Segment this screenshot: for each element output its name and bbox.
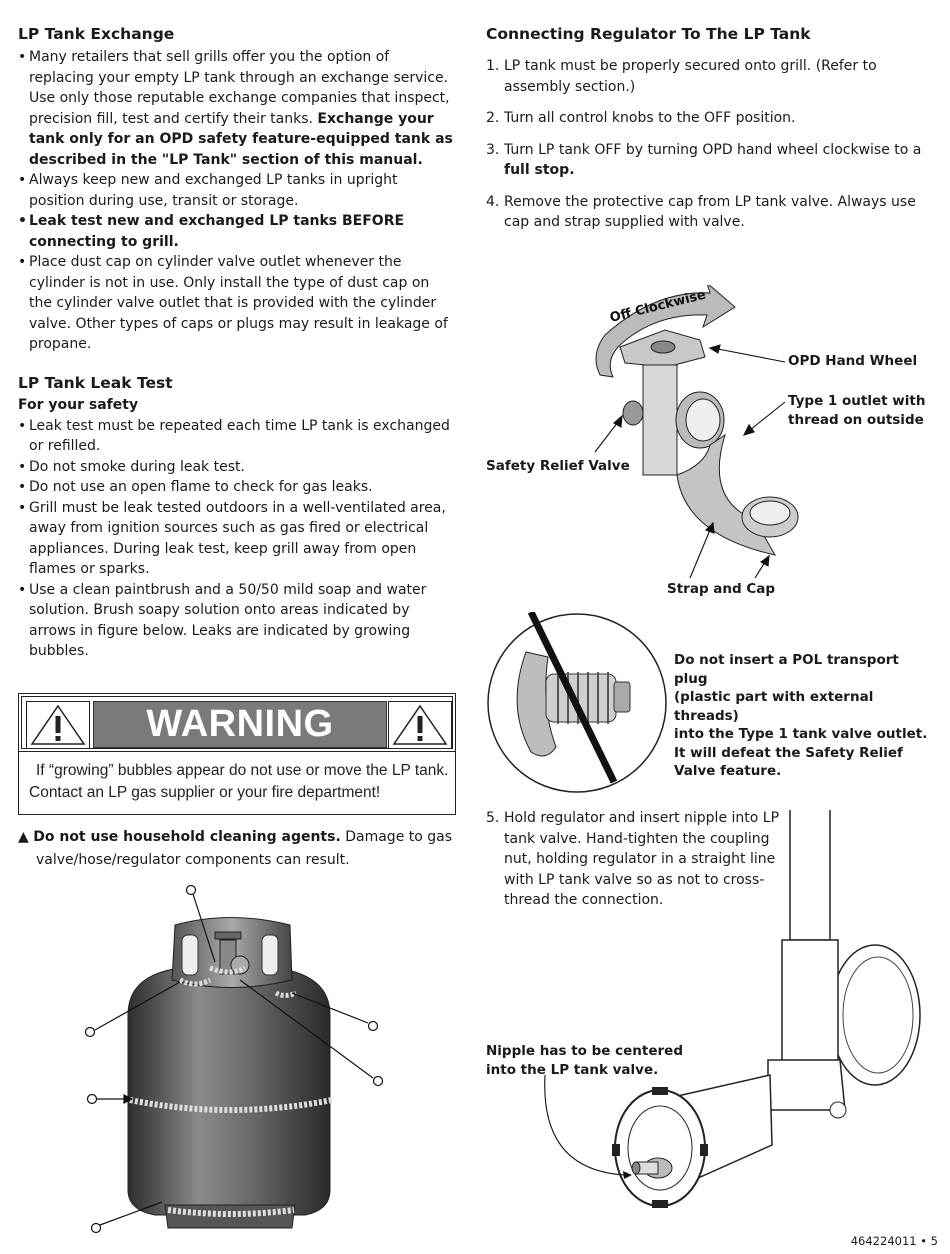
leak-test-bullets xyxy=(18,416,456,662)
leak-test-subtitle: For your safety xyxy=(18,396,139,413)
warning-triangle-icon xyxy=(26,701,90,749)
regulator-steps xyxy=(486,56,938,233)
caution-note: ▲ Do not use household cleaning agents. Damage to gas valve/hose/regulator components can result. xyxy=(18,829,453,868)
exchange-bullets xyxy=(18,47,456,355)
strap-and-cap-label: Strap and Cap xyxy=(667,581,776,597)
lp-tank-exchange-heading: LP Tank Exchange xyxy=(18,25,175,43)
list-item: • Many retailers that sell grills offer you the option of replacing your empty LP tank through an exchange service. Use only those reputable exchange companies that inspect, precision fill, test and certify their tanks. Exchange your tank only for an OPD safety feature-equipped tank as described in the "LP Tank" section of this manual. xyxy=(18,47,456,170)
warning-header xyxy=(18,693,456,752)
list-item: • Always keep new and exchanged LP tanks in upright position during use, transit or storage. xyxy=(18,170,456,211)
nipple-centered-note: Nipple has to be centered into the LP tank valve. xyxy=(486,1043,683,1078)
regulator-coupling-illustration xyxy=(540,800,940,1240)
warning-title: WARNING xyxy=(93,701,387,748)
type1-outlet-label: Type 1 outlet with thread on outside xyxy=(788,393,926,428)
list-item: 3. Turn LP tank OFF by turning OPD hand wheel clockwise to a full stop. xyxy=(486,141,922,178)
right-column xyxy=(486,24,938,244)
page-number: 464224011 • 5 xyxy=(850,1234,938,1248)
warning-triangle-icon xyxy=(388,701,452,749)
safety-relief-valve-label: Safety Relief Valve xyxy=(486,458,630,474)
list-item: • Grill must be leak tested outdoors in a well-ventilated area, away from ignition sources such as gas fired or electrical appliances. During leak test, keep grill away from open flames or sparks. xyxy=(18,498,456,580)
warning-box xyxy=(18,693,456,817)
list-item: • Place dust cap on cylinder valve outlet whenever the cylinder is not in use. Only install the type of dust cap on the cylinder valve outlet that is provided with the cylinder valve. Other types of caps or plugs may result in leakage of propane. xyxy=(18,252,456,355)
opd-hand-wheel-label: OPD Hand Wheel xyxy=(788,353,918,369)
pol-plug-prohibited-diagram xyxy=(486,612,668,794)
list-item: • Use a clean paintbrush and a 50/50 mild soap and water solution. Brush soapy solution onto areas indicated by arrows in figure below. Leaks are indicated by growing bubbles. xyxy=(18,580,456,662)
connecting-regulator-heading: Connecting Regulator To The LP Tank xyxy=(486,25,811,43)
list-item: 2. Turn all control knobs to the OFF position. xyxy=(486,110,796,126)
list-item: • Do not use an open flame to check for gas leaks. xyxy=(18,477,456,498)
step-5: 5. Hold regulator and insert nipple into LP tank valve. Hand-tighten the coupling nut, holding regulator in a straight line with LP tank valve so as not to cross- thread the connection. xyxy=(486,810,780,908)
left-column xyxy=(18,24,456,662)
caution-triangle-icon: ▲ xyxy=(18,829,29,845)
lp-tank-leak-test-illustration xyxy=(80,880,400,1240)
list-item: • Leak test new and exchanged LP tanks BEFORE connecting to grill. xyxy=(18,211,456,252)
leak-test-heading: LP Tank Leak Test xyxy=(18,373,173,392)
pol-warning-text: Do not insert a POL transport plug (plastic part with external threads) into the Type 1 tank valve outlet. It will defeat the Safety Relief Valve feature. xyxy=(674,652,928,779)
list-item: • Leak test must be repeated each time LP tank is exchanged or refilled. xyxy=(18,416,456,457)
off-clockwise-label: Off Clockwise xyxy=(608,287,708,326)
warning-message: If “growing” bubbles appear do not use or move the LP tank. Contact an LP gas supplier or your fire department! xyxy=(18,750,456,815)
list-item: 1. LP tank must be properly secured onto grill. (Refer to assembly section.) xyxy=(486,58,877,95)
list-item: 4. Remove the protective cap from LP tank valve. Always use cap and strap supplied with valve. xyxy=(486,193,916,230)
list-item: • Do not smoke during leak test. xyxy=(18,457,456,478)
